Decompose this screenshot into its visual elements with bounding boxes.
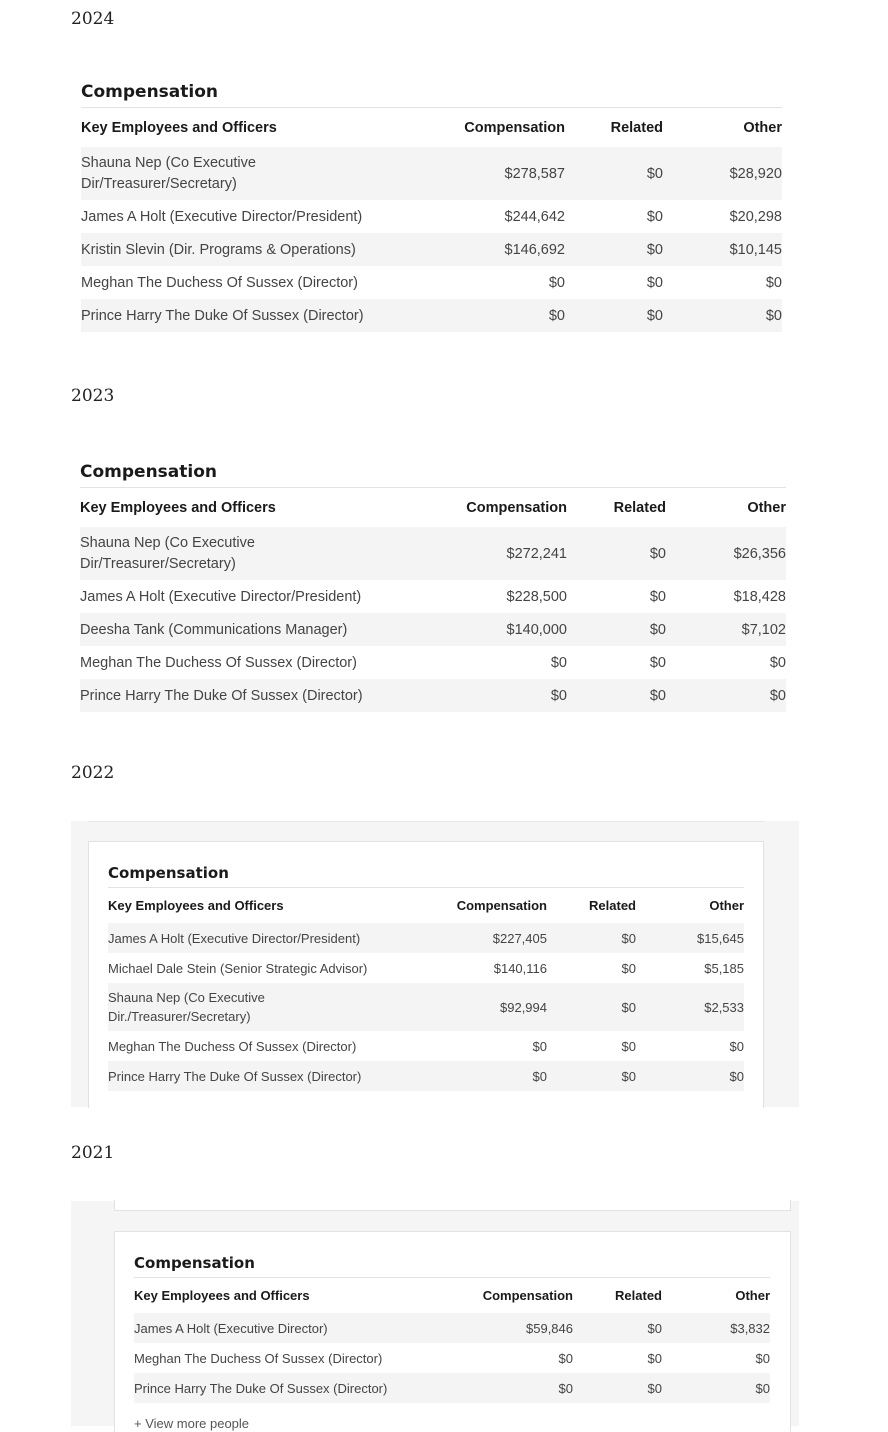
related-value: $0	[567, 613, 666, 646]
compensation-block-2022	[108, 864, 744, 1091]
compensation-value: $0	[424, 299, 565, 332]
employee-name: James A Holt (Executive Director/President)	[81, 208, 363, 225]
compensation-table	[108, 888, 744, 1091]
employee-name: Prince Harry The Duke Of Sussex (Director)	[134, 1373, 458, 1403]
compensation-value: $0	[458, 1373, 573, 1403]
other-value: $3,832	[662, 1313, 770, 1343]
other-value: $18,428	[733, 588, 786, 605]
other-value: $0	[769, 654, 786, 671]
compensation-table	[81, 108, 782, 332]
table-row	[134, 1373, 770, 1403]
employee-name: Shauna Nep (Co Executive Dir./Treasurer/Secretary)	[108, 990, 265, 1024]
table-row	[80, 679, 786, 712]
employee-name: Prince Harry The Duke Of Sussex (Director)	[80, 679, 425, 712]
related-value: $0	[547, 983, 636, 1031]
employee-name: Meghan The Duchess Of Sussex (Director)	[134, 1350, 383, 1366]
compensation-block-2023	[80, 462, 786, 712]
employee-name: James A Holt (Executive Director/President)	[108, 923, 432, 953]
compensation-value: $227,405	[432, 923, 547, 953]
employee-name: Shauna Nep (Co Executive Dir/Treasurer/Secretary)	[80, 534, 255, 572]
col-header-compensation: Compensation	[464, 119, 565, 136]
compensation-value: $146,692	[424, 233, 565, 266]
table-row	[108, 1031, 744, 1061]
other-value: $0	[663, 299, 782, 332]
compensation-value: $0	[548, 274, 565, 291]
other-value: $7,102	[666, 613, 786, 646]
compensation-value: $92,994	[432, 983, 547, 1031]
table-header-row	[108, 888, 744, 923]
col-header-name: Key Employees and Officers	[108, 898, 284, 913]
other-value: $26,356	[666, 527, 786, 580]
col-header-name: Key Employees and Officers	[134, 1288, 310, 1303]
compensation-value: $228,500	[506, 588, 567, 605]
compensation-value: $278,587	[424, 147, 565, 200]
other-value: $0	[636, 1061, 744, 1091]
related-value: $0	[646, 274, 663, 291]
table-row	[81, 299, 782, 332]
related-value: $0	[547, 1061, 636, 1091]
employee-name: Meghan The Duchess Of Sussex (Director)	[81, 274, 358, 291]
other-value: $0	[729, 1038, 744, 1054]
year-heading-2024: 2024	[71, 9, 115, 29]
year-heading-2023: 2023	[71, 386, 115, 406]
other-value: $15,645	[636, 923, 744, 953]
employee-name: James A Holt (Executive Director)	[134, 1313, 458, 1343]
related-value: $0	[567, 527, 666, 580]
related-value: $0	[573, 1373, 662, 1403]
year-heading-2022: 2022	[71, 763, 115, 783]
compensation-value: $140,116	[493, 960, 547, 976]
col-header-related: Related	[615, 1288, 662, 1303]
compensation-value: $272,241	[425, 527, 567, 580]
compensation-table	[80, 488, 786, 712]
compensation-value: $0	[550, 654, 567, 671]
related-value: $0	[565, 147, 663, 200]
other-value: $0	[765, 274, 782, 291]
related-value: $0	[573, 1313, 662, 1343]
table-row	[108, 983, 744, 1031]
related-value: $0	[647, 1350, 662, 1366]
related-value: $0	[567, 679, 666, 712]
col-header-related: Related	[610, 119, 663, 136]
col-header-related: Related	[589, 898, 636, 913]
table-row	[134, 1343, 770, 1373]
other-value: $5,185	[704, 960, 744, 976]
related-value: $0	[649, 588, 666, 605]
compensation-title: Compensation	[108, 864, 744, 888]
compensation-value: $0	[558, 1350, 573, 1366]
table-row	[80, 646, 786, 679]
employee-name: Shauna Nep (Co Executive Dir/Treasurer/Secretary)	[81, 154, 256, 192]
related-value: $0	[646, 208, 663, 225]
view-more-people-link[interactable]: + View more people	[134, 1416, 250, 1431]
other-value: $0	[755, 1350, 770, 1366]
related-value: $0	[621, 960, 636, 976]
col-header-compensation: Compensation	[466, 499, 567, 516]
table-row	[81, 266, 782, 299]
employee-name: Meghan The Duchess Of Sussex (Director)	[80, 654, 357, 671]
table-row	[108, 1061, 744, 1091]
table-row	[81, 233, 782, 266]
compensation-title: Compensation	[81, 82, 782, 108]
related-value: $0	[621, 1038, 636, 1054]
table-row	[134, 1313, 770, 1343]
compensation-title: Compensation	[134, 1254, 770, 1278]
compensation-value: $0	[425, 679, 567, 712]
col-header-compensation: Compensation	[482, 1288, 573, 1303]
table-row	[81, 200, 782, 233]
employee-name: Michael Dale Stein (Senior Strategic Advisor)	[108, 960, 368, 976]
other-value: $0	[666, 679, 786, 712]
compensation-value: $244,642	[504, 208, 565, 225]
related-value: $0	[547, 923, 636, 953]
col-header-name: Key Employees and Officers	[81, 119, 277, 136]
other-value: $10,145	[663, 233, 782, 266]
compensation-value: $140,000	[425, 613, 567, 646]
employee-name: Deesha Tank (Communications Manager)	[80, 613, 425, 646]
employee-name: James A Holt (Executive Director/President)	[80, 588, 362, 605]
col-header-related: Related	[613, 499, 666, 516]
employee-name: Prince Harry The Duke Of Sussex (Director)	[81, 299, 424, 332]
table-row	[108, 923, 744, 953]
col-header-other: Other	[747, 499, 786, 516]
related-value: $0	[565, 299, 663, 332]
related-value: $0	[649, 654, 666, 671]
table-header-row	[81, 108, 782, 147]
compensation-block-2021	[134, 1254, 770, 1403]
col-header-other: Other	[709, 898, 744, 913]
employee-name: Meghan The Duchess Of Sussex (Director)	[108, 1038, 357, 1054]
table-row	[81, 147, 782, 200]
related-value: $0	[565, 233, 663, 266]
divider	[88, 821, 764, 822]
col-header-name: Key Employees and Officers	[80, 499, 276, 516]
col-header-other: Other	[743, 119, 782, 136]
compensation-value: $59,846	[458, 1313, 573, 1343]
table-row	[80, 527, 786, 580]
other-value: $0	[662, 1373, 770, 1403]
other-value: $28,920	[663, 147, 782, 200]
compensation-block-2024	[81, 82, 782, 332]
other-value: $20,298	[729, 208, 782, 225]
compensation-value: $0	[532, 1038, 547, 1054]
compensation-table	[134, 1278, 770, 1403]
employee-name: Kristin Slevin (Dir. Programs & Operations)	[81, 233, 424, 266]
table-header-row	[134, 1278, 770, 1313]
employee-name: Prince Harry The Duke Of Sussex (Director)	[108, 1061, 432, 1091]
table-row	[80, 580, 786, 613]
previous-card-edge	[114, 1200, 791, 1211]
compensation-title: Compensation	[80, 462, 786, 488]
col-header-compensation: Compensation	[456, 898, 547, 913]
compensation-value: $0	[432, 1061, 547, 1091]
year-heading-2021: 2021	[71, 1143, 115, 1163]
other-value: $2,533	[636, 983, 744, 1031]
table-row	[108, 953, 744, 983]
table-row	[80, 613, 786, 646]
table-header-row	[80, 488, 786, 527]
col-header-other: Other	[735, 1288, 770, 1303]
